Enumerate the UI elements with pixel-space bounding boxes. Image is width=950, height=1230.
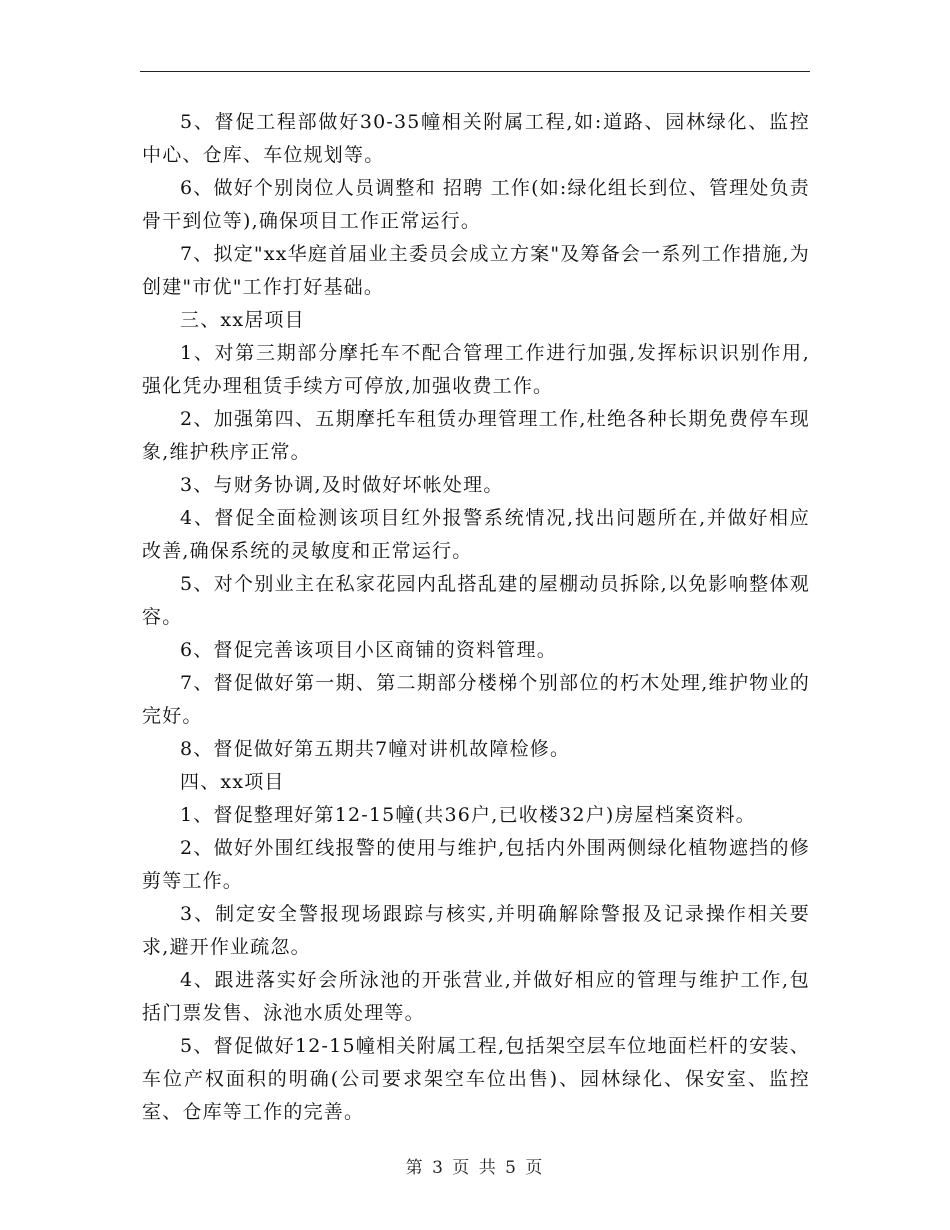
paragraph: 6、做好个别岗位人员调整和 招聘 工作(如:绿化组长到位、管理处负责骨干到位等),确保项目工作正常运行。 bbox=[142, 177, 810, 232]
paragraph: 3、制定安全警报现场跟踪与核实,并明确解除警报及记录操作相关要求,避开作业疏忽。 bbox=[142, 903, 810, 958]
paragraph: 1、对第三期部分摩托车不配合管理工作进行加强,发挥标识识别作用,强化凭办理租赁手续方可停放,加强收费工作。 bbox=[142, 342, 810, 397]
section-heading: 四、xx项目 bbox=[180, 771, 285, 793]
paragraph: 6、督促完善该项目小区商铺的资料管理。 bbox=[180, 639, 557, 661]
paragraph: 7、督促做好第一期、第二期部分楼梯个别部位的朽木处理,维护物业的完好。 bbox=[142, 672, 810, 727]
paragraph: 4、跟进落实好会所泳池的开张营业,并做好相应的管理与维护工作,包括门票发售、泳池水质处理等。 bbox=[142, 969, 810, 1024]
paragraph: 4、督促全面检测该项目红外报警系统情况,找出问题所在,并做好相应改善,确保系统的灵敏度和正常运行。 bbox=[142, 507, 810, 562]
paragraph: 3、与财务协调,及时做好坏帐处理。 bbox=[180, 474, 504, 496]
document-body bbox=[142, 106, 810, 1129]
paragraph: 1、督促整理好第12-15幢(共36户,已收楼32户)房屋档案资料。 bbox=[180, 804, 756, 826]
header-rule bbox=[140, 71, 810, 72]
paragraph: 7、拟定"xx华庭首届业主委员会成立方案"及筹备会一系列工作措施,为创建"市优"工作打好基础。 bbox=[142, 243, 810, 298]
paragraph: 2、做好外围红线报警的使用与维护,包括内外围两侧绿化植物遮挡的修剪等工作。 bbox=[142, 837, 810, 892]
paragraph: 5、督促工程部做好30-35幢相关附属工程,如:道路、园林绿化、监控中心、仓库、车位规划等。 bbox=[142, 111, 810, 166]
page-number: 第 3 页 共 5 页 bbox=[405, 1158, 545, 1178]
section-heading: 三、xx居项目 bbox=[180, 309, 305, 331]
paragraph: 8、督促做好第五期共7幢对讲机故障检修。 bbox=[180, 738, 571, 760]
paragraph: 5、督促做好12-15幢相关附属工程,包括架空层车位地面栏杆的安装、车位产权面积的明确(公司要求架空车位出售)、园林绿化、保安室、监控室、仓库等工作的完善。 bbox=[142, 1035, 810, 1123]
paragraph: 5、对个别业主在私家花园内乱搭乱建的屋棚动员拆除,以免影响整体观容。 bbox=[142, 573, 810, 628]
paragraph: 2、加强第四、五期摩托车租赁办理管理工作,杜绝各种长期免费停车现象,维护秩序正常。 bbox=[142, 408, 810, 463]
